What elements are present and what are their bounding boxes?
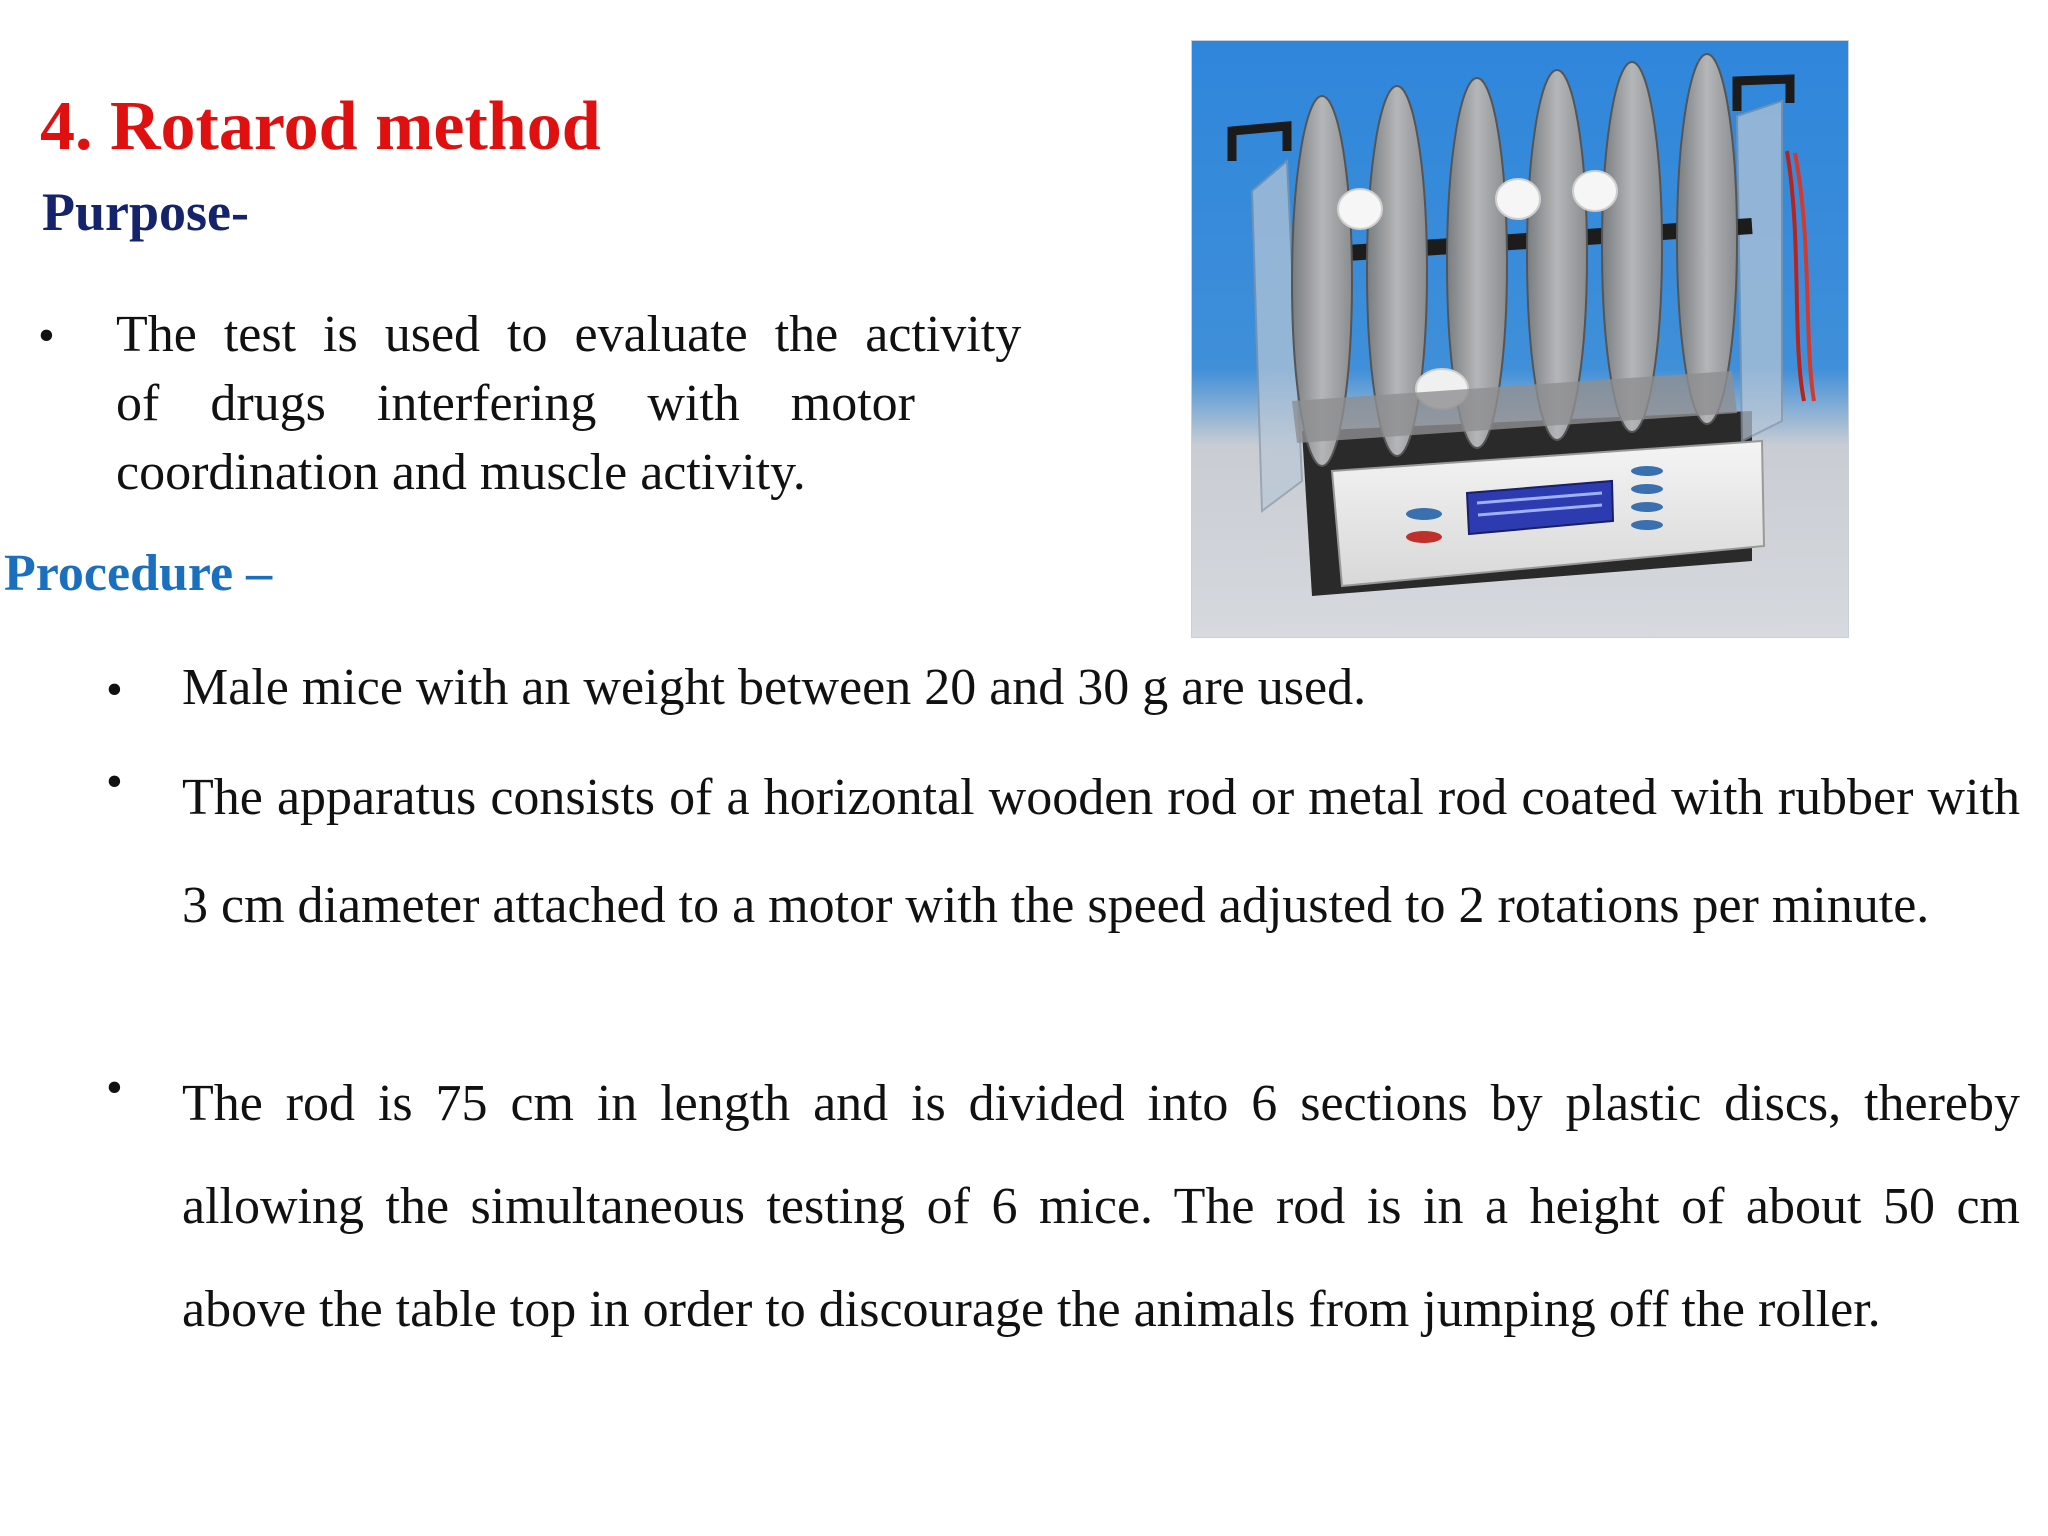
slide-title: 4. Rotarod method [40, 88, 601, 165]
purpose-bullet: • [38, 309, 55, 362]
procedure-bullet-1: • [106, 663, 123, 716]
procedure-item-1: Male mice with an weight between 20 and 30 g are used. [182, 659, 1367, 716]
procedure-bullet-2: • [106, 755, 123, 808]
purpose-heading: Purpose- [42, 182, 249, 242]
rotarod-apparatus-photo [1191, 40, 1849, 638]
purpose-line-3: coordination and muscle activity. [116, 444, 806, 501]
procedure-item-2: The apparatus consists of a horizontal wooden rod or metal rod coated with rubber with 3 cm diameter attached to a motor with the speed adjusted to 2 rotations per minute. [182, 769, 2020, 934]
purpose-line-2: of drugs interfering with motor [116, 375, 915, 432]
purpose-text [116, 300, 1076, 507]
purpose-line-1: The test is used to evaluate the activity [116, 306, 1022, 363]
procedure-bullet-3: • [106, 1061, 123, 1114]
procedure-item-3: The rod is 75 cm in length and is divided into 6 sections by plastic discs, thereby allowing the simultaneous testing of 6 mice. The rod is in a height of about 50 cm above the table top in order to discourage the animals from jumping off the roller. [182, 1075, 2020, 1338]
procedure-heading: Procedure – [4, 545, 273, 602]
